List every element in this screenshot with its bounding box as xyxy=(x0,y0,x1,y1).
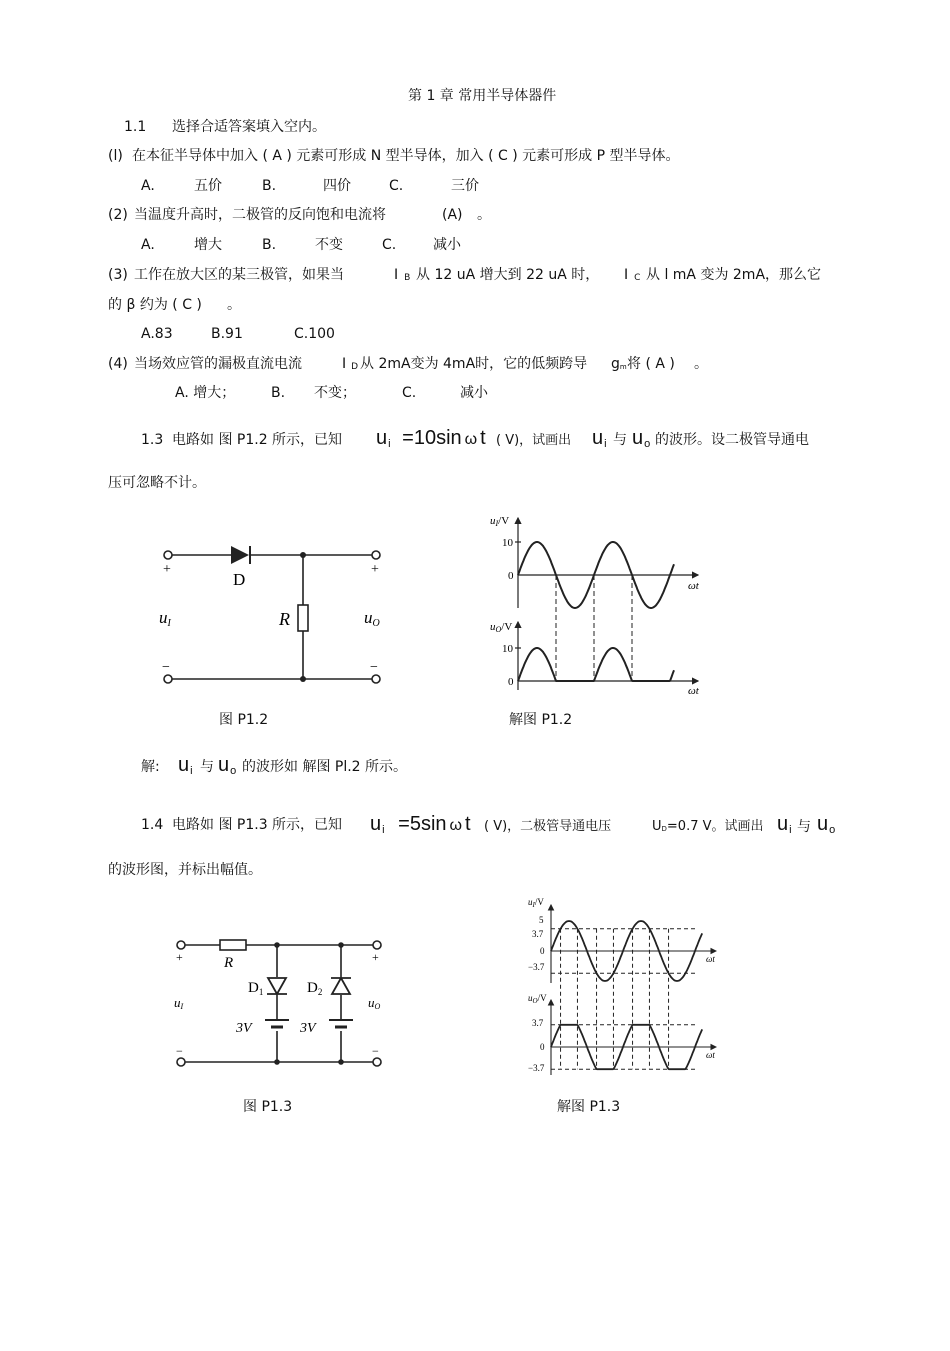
fig-p13-caption: 图 P1.3 xyxy=(243,1099,293,1115)
waveform-p13 xyxy=(526,895,726,1080)
p2-opt: A. xyxy=(141,237,155,253)
answer-with: 与 xyxy=(200,759,214,775)
uo-symbol: u xyxy=(817,813,829,835)
ui-symbol: u xyxy=(370,813,382,835)
p4-opt: 减小 xyxy=(460,385,488,401)
battery-label: 3V xyxy=(300,1021,316,1036)
waveform-p12 xyxy=(488,510,718,695)
p3-ic xyxy=(624,268,640,283)
omega-t-axis: ωt xyxy=(688,580,699,592)
p2-opt: C. xyxy=(382,237,397,253)
answer-label: 解: xyxy=(141,759,160,775)
q13-unit: ( V)，试画出 xyxy=(496,433,572,448)
omega-symbol: ω xyxy=(464,431,478,448)
uo-subscript: o xyxy=(644,438,651,450)
tick-label: 10 xyxy=(502,643,513,655)
t-symbol: t xyxy=(480,427,486,449)
p4-end: 。 xyxy=(694,356,708,372)
q14-number: 1.4 xyxy=(141,817,164,833)
minus-sign: − xyxy=(372,1044,379,1058)
tick-label: 10 xyxy=(502,537,513,549)
uon-value: =0.7 V。试画出 xyxy=(666,819,764,834)
p4-opt: C. xyxy=(402,385,417,401)
tick-label: −3.7 xyxy=(528,1063,545,1073)
p4-opt: A. 增大； xyxy=(175,385,236,401)
q13-with: 与 xyxy=(613,432,627,448)
q14-with: 与 xyxy=(797,819,811,835)
p3-text-a: 工作在放大区的某三极管，如果当 xyxy=(134,267,344,283)
uo-symbol: u xyxy=(632,427,644,449)
q11-number: 1.1 xyxy=(124,119,147,135)
uo-subscript: o xyxy=(829,824,836,836)
gm-symbol: g xyxy=(611,356,620,372)
q14-formula xyxy=(370,814,471,836)
q14-uo xyxy=(817,814,835,836)
p2-opt: B. xyxy=(262,237,277,253)
collector-subscript: C xyxy=(634,273,641,283)
q13-line2: 压可忽略不计。 xyxy=(108,475,206,491)
uo-axis-label: $u_O/V$ xyxy=(528,993,547,1005)
tick-label: 0 xyxy=(540,946,545,956)
sol-p12-caption: 解图 P1.2 xyxy=(509,712,573,728)
tick-label: 0 xyxy=(508,676,514,688)
p1-opt: 五价 xyxy=(194,178,222,194)
q13-number: 1.3 xyxy=(141,432,164,448)
uon-symbol: U xyxy=(652,819,662,834)
q14-unit: ( V)，二极管导通电压 xyxy=(484,819,612,834)
p4-label: (4) xyxy=(108,356,128,372)
p3-opt: A.83 xyxy=(141,326,173,342)
tick-label: 0 xyxy=(540,1042,545,1052)
output-label: uO xyxy=(368,995,381,1011)
t-symbol: t xyxy=(465,813,471,835)
p1-opt: B. xyxy=(262,178,277,194)
input-label: uI xyxy=(159,608,171,629)
p1-opt: A. xyxy=(141,178,155,194)
ui-symbol: u xyxy=(592,427,604,449)
ui-subscript: i xyxy=(604,438,607,450)
p3-text-b: 从 12 uA 增大到 22 uA 时， xyxy=(416,267,600,283)
diode-d1-icon xyxy=(267,978,287,994)
p3-text-c: 从 l mA 变为 2mA，那么它 xyxy=(646,267,822,283)
diode-label: D xyxy=(233,570,246,589)
q13-ui xyxy=(592,428,607,450)
p3-ib xyxy=(394,268,410,283)
omega-t-axis: ωt xyxy=(706,954,715,964)
output-rectified-wave xyxy=(518,648,674,681)
minus-sign: − xyxy=(162,660,170,675)
p4-text-a: 当场效应管的漏极直流电流 xyxy=(134,356,302,372)
tick-label: 3.7 xyxy=(532,1018,544,1028)
p4-gm xyxy=(611,357,627,371)
resistor-label: R xyxy=(224,955,234,971)
q11-text: 选择合适答案填入空内。 xyxy=(172,119,326,135)
ui-symbol: u xyxy=(376,427,388,449)
p4-text-c: 将 ( A ) xyxy=(627,356,675,372)
base-subscript: B xyxy=(404,273,411,283)
p1-text: 在本征半导体中加入 ( A ) 元素可形成 N 型半导体，加入 ( C ) 元素可形成 P 型半导体。 xyxy=(132,148,680,164)
plus-sign: + xyxy=(176,950,183,964)
q14-uon xyxy=(652,820,764,833)
p1-label: (l) xyxy=(108,148,123,164)
p2-opt: 不变 xyxy=(315,237,343,253)
p2-answer: (A) xyxy=(442,207,463,223)
tick-label: 0 xyxy=(508,570,514,582)
circuit-p12 xyxy=(158,543,388,688)
uon-subscript: D xyxy=(661,825,667,833)
d2-label: $D_2$ xyxy=(307,980,323,997)
formula-eq: =10sin xyxy=(402,427,462,449)
ui-subscript: i xyxy=(190,765,193,777)
q13-formula xyxy=(376,428,486,450)
battery-label: 3V xyxy=(236,1021,252,1036)
q14-line2: 的波形图，并标出幅值。 xyxy=(108,862,262,878)
current-symbol: I xyxy=(394,267,399,283)
tick-label: 5 xyxy=(539,915,544,925)
ui-symbol: u xyxy=(777,813,789,835)
q14-ui xyxy=(777,814,792,836)
fig-p12-caption: 图 P1.2 xyxy=(219,712,269,728)
p4-opt: 不变； xyxy=(314,385,356,401)
diode-icon xyxy=(231,546,250,564)
q13-uo xyxy=(632,428,650,450)
p4-id xyxy=(342,357,358,372)
sol-p13-caption: 解图 P1.3 xyxy=(557,1099,621,1115)
ui-axis-label: uI/V xyxy=(490,515,510,528)
tick-label: −3.7 xyxy=(528,962,545,972)
uo-axis-label: uO/V xyxy=(490,621,513,634)
answer-uo xyxy=(218,755,236,777)
plus-sign: + xyxy=(372,950,379,964)
tick-label: 3.7 xyxy=(532,929,544,939)
plus-sign: + xyxy=(163,562,171,577)
p2-text: 当温度升高时，二极管的反向饱和电流将 xyxy=(134,207,386,223)
d1-label: $D_1$ xyxy=(248,980,264,997)
drain-subscript: D xyxy=(351,362,359,372)
omega-t-axis: ωt xyxy=(706,1050,715,1060)
diode-d2-icon xyxy=(331,978,351,994)
q14-text-a: 电路如 图 P1.3 所示，已知 xyxy=(172,817,343,833)
p4-opt: B. xyxy=(271,385,286,401)
formula-eq: =5sin xyxy=(398,813,447,835)
p1-opt: 四价 xyxy=(323,178,351,194)
omega-t-axis: ωt xyxy=(688,685,699,697)
answer-text: 的波形如 解图 Pl.2 所示。 xyxy=(242,759,408,775)
ui-subscript: i xyxy=(789,824,792,836)
output-label: uO xyxy=(364,608,380,629)
p4-text-b: 从 2mA变为 4mA时，它的低频跨导 xyxy=(360,356,588,372)
ui-subscript: i xyxy=(388,438,391,450)
p3-label: (3) xyxy=(108,267,128,283)
p2-label: (2) xyxy=(108,207,128,223)
q13-text-a: 电路如 图 P1.2 所示，已知 xyxy=(172,432,343,448)
uo-subscript: o xyxy=(230,765,237,777)
uo-symbol: u xyxy=(218,754,230,776)
current-symbol: I xyxy=(624,267,629,283)
omega-symbol: ω xyxy=(449,817,463,834)
circuit-p13 xyxy=(172,935,387,1070)
p1-opt: C. xyxy=(389,178,404,194)
answer-ui xyxy=(178,755,193,777)
minus-sign: − xyxy=(176,1044,183,1058)
p2-opt: 减小 xyxy=(433,237,461,253)
ui-axis-label: $u_I/V$ xyxy=(528,897,544,909)
p2-opt: 增大 xyxy=(194,237,222,253)
p3-line2: 的 β 约为 ( C ) xyxy=(108,297,202,313)
minus-sign: − xyxy=(370,660,378,675)
p3-opt: B.91 xyxy=(211,326,243,342)
p2-end: 。 xyxy=(477,207,491,223)
resistor-label: R xyxy=(279,609,290,629)
gm-subscript: m xyxy=(619,363,627,371)
p1-opt: 三价 xyxy=(451,178,479,194)
plus-sign: + xyxy=(371,562,379,577)
ui-subscript: i xyxy=(382,824,385,836)
input-label: uI xyxy=(174,995,184,1011)
resistor-icon xyxy=(220,940,246,950)
ui-symbol: u xyxy=(178,754,190,776)
current-symbol: I xyxy=(342,356,347,372)
q13-text-b: 的波形。设二极管导通电 xyxy=(655,432,809,448)
chapter-title: 第 1 章 常用半导体器件 xyxy=(408,88,557,104)
p3-opt: C.100 xyxy=(294,326,335,342)
p3-end: 。 xyxy=(227,297,241,313)
